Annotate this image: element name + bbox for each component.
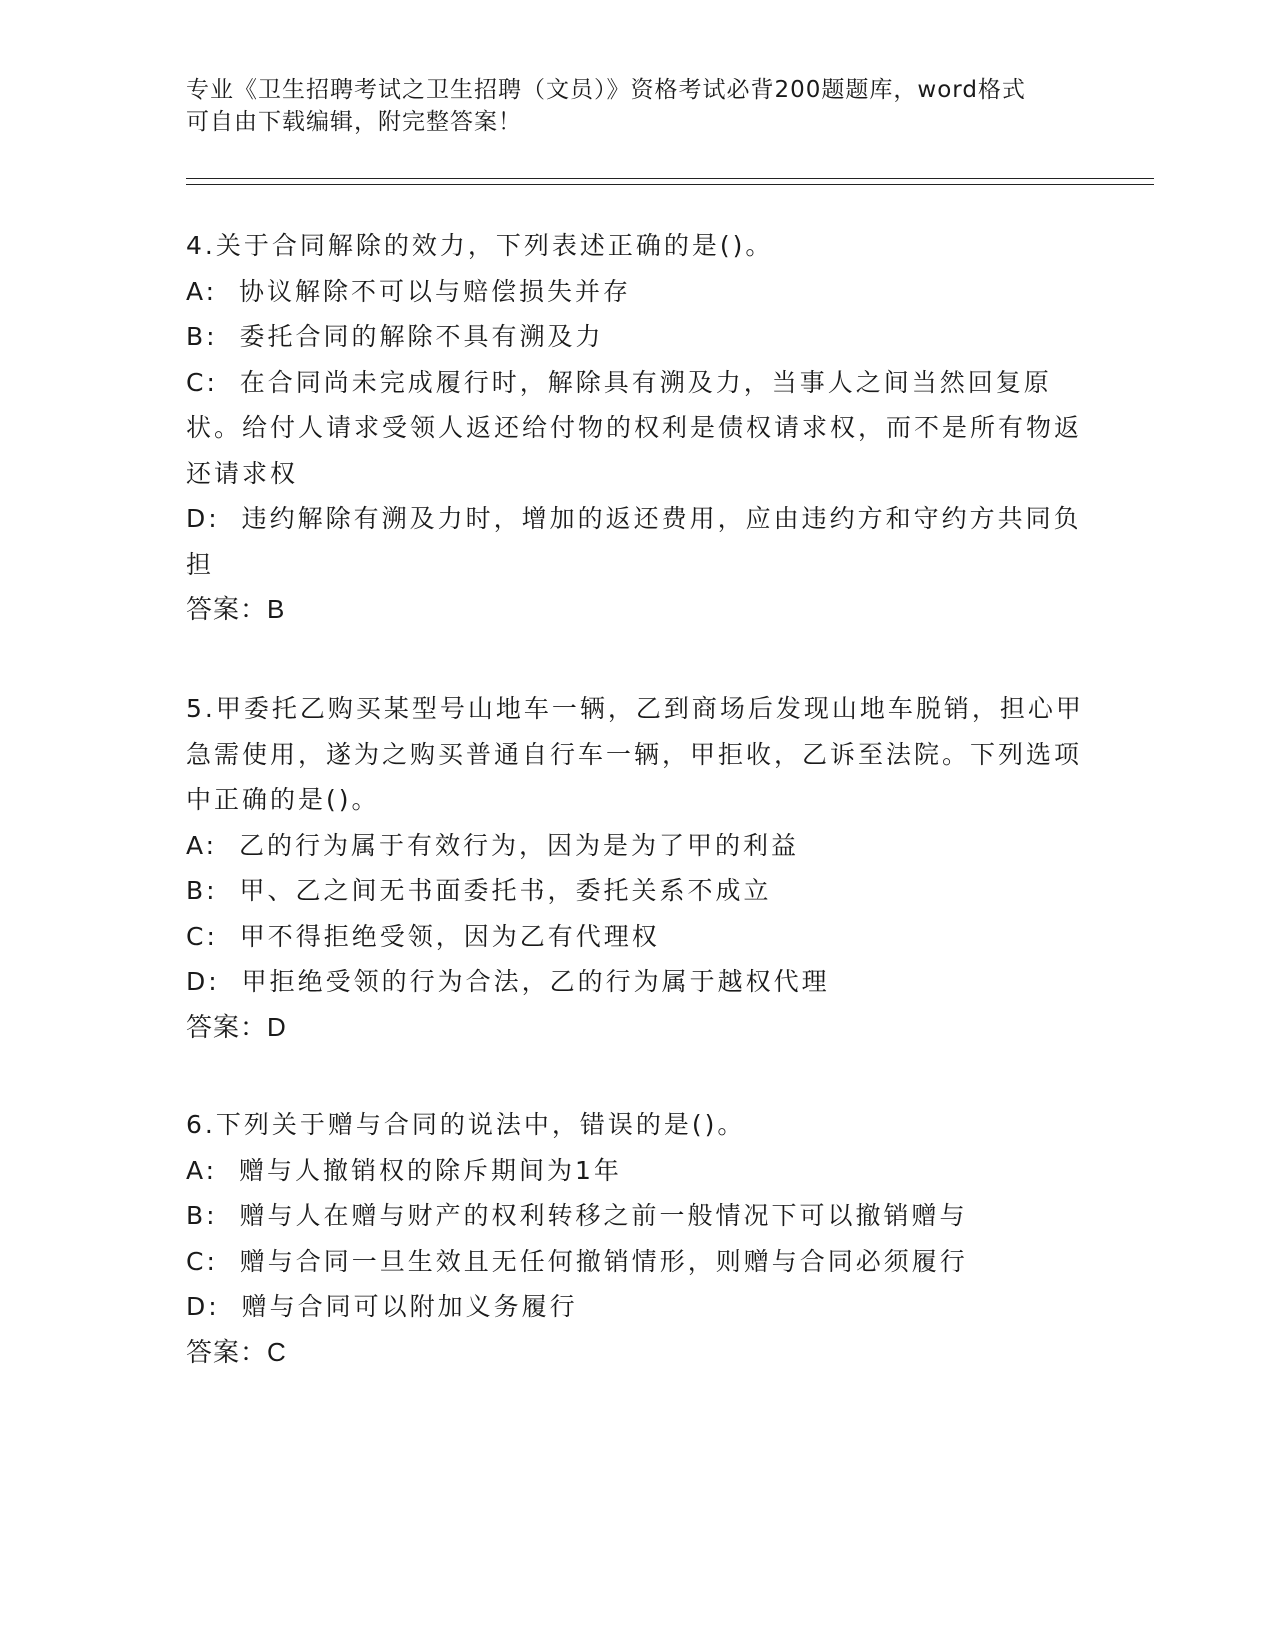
option-b: B: 甲、乙之间无书面委托书，委托关系不成立	[186, 876, 772, 905]
option-c: C: 在合同尚未完成履行时，解除具有溯及力，当事人之间当然回复原状。给付人请求受领人返还给付物的权利是债权请求权，而不是所有物返还请求权	[186, 367, 1083, 488]
option-d: D: 违约解除有溯及力时，增加的返还费用，应由违约方和守约方共同负担	[186, 504, 1082, 579]
option-a: A: 协议解除不可以与赔偿损失并存	[186, 276, 631, 306]
option-c: C: 赠与合同一旦生效且无任何撤销情形，则赠与合同必须履行	[186, 1246, 968, 1276]
header-line-2: 可自由下载编辑，附完整答案！	[186, 109, 522, 135]
question-4	[186, 223, 1086, 633]
option-d: D: 赠与合同可以附加义务履行	[186, 1292, 578, 1321]
answer: 答案：D	[186, 1011, 287, 1042]
answer: 答案：C	[186, 1336, 287, 1367]
option-a: A: 乙的行为属于有效行为，因为是为了甲的利益	[186, 830, 799, 860]
question-stem: 4.关于合同解除的效力，下列表述正确的是()。	[186, 231, 774, 260]
option-b: B: 委托合同的解除不具有溯及力	[186, 322, 604, 351]
question-stem: 5.甲委托乙购买某型号山地车一辆，乙到商场后发现山地车脱销，担心甲急需使用，遂为之购买普通自行车一辆，甲拒收，乙诉至法院。下列选项中正确的是()。	[186, 694, 1084, 814]
option-d: D: 甲拒绝受领的行为合法，乙的行为属于越权代理	[186, 967, 830, 996]
question-stem: 6.下列关于赠与合同的说法中，错误的是()。	[186, 1110, 746, 1139]
header-divider	[186, 178, 1154, 185]
document-header	[186, 74, 1086, 138]
option-b: B: 赠与人在赠与财产的权利转移之前一般情况下可以撤销赠与	[186, 1201, 968, 1230]
question-6	[186, 1102, 1086, 1375]
option-a: A: 赠与人撤销权的除斥期间为1年	[186, 1155, 622, 1185]
option-c: C: 甲不得拒绝受领，因为乙有代理权	[186, 921, 660, 951]
answer: 答案：B	[186, 594, 286, 624]
header-line-1: 专业《卫生招聘考试之卫生招聘（文员）》资格考试必背200题题库，word格式	[186, 77, 1026, 103]
question-5	[186, 686, 1086, 1050]
